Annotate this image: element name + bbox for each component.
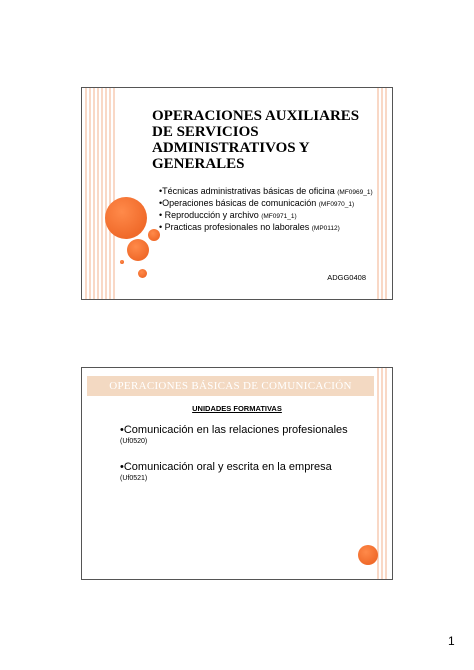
decorative-circle-large xyxy=(105,197,147,239)
slide-2 xyxy=(81,367,393,580)
course-module-list xyxy=(159,186,389,234)
slide-1-title: OPERACIONES AUXILIARES DE SERVICIOS ADMINISTRATIVOS Y GENERALES xyxy=(152,108,360,172)
list-item: • Reproducción y archivo (MF0971_1) xyxy=(159,210,297,220)
decorative-stripes-left xyxy=(85,88,117,299)
decorative-circle-medium xyxy=(127,239,149,261)
page-number: 1 xyxy=(448,634,455,648)
list-item: • Practicas profesionales no laborales (MP0112) xyxy=(159,222,340,232)
decorative-circle-tiny xyxy=(120,260,124,264)
list-item: •Técnicas administrativas básicas de oficina (MF0969_1) xyxy=(159,186,373,196)
decorative-circle-small-2 xyxy=(138,269,147,278)
list-item: •Comunicación oral y escrita en la empresa (Uf0521) xyxy=(120,461,332,482)
list-item: •Comunicación en las relaciones profesionales (Uf0520) xyxy=(120,424,348,445)
slide-2-title: OPERACIONES BÁSICAS DE COMUNICACIÓN xyxy=(87,376,374,396)
slide-1 xyxy=(81,87,393,300)
decorative-circle xyxy=(358,545,378,565)
course-code: ADGG0408 xyxy=(327,273,366,282)
slide-2-subtitle: UNIDADES FORMATIVAS xyxy=(192,404,282,413)
list-item: •Operaciones básicas de comunicación (MF0970_1) xyxy=(159,198,355,208)
